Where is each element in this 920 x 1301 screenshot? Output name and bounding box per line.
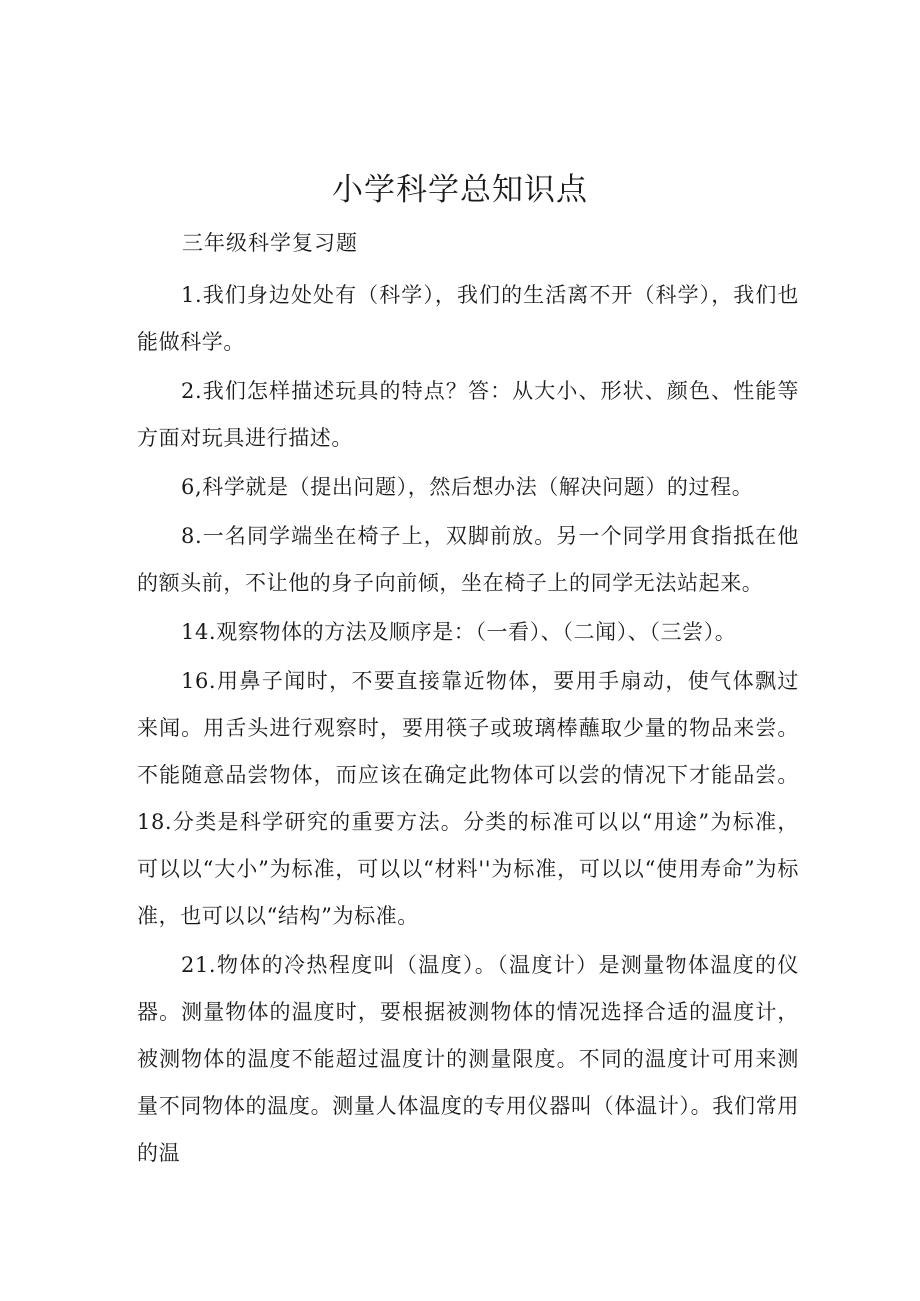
paragraph-1: 1.我们身边处处有（科学），我们的生活离不开（科学），我们也能做科学。 <box>137 283 799 354</box>
paragraph-16-18: 16.用鼻子闻时，不要直接靠近物体，要用手扇动，使气体飘过来闻。用舌头进行观察时，要用筷子或玻璃棒蘸取少量的物品来尝。不能随意品尝物体，而应该在确定此物体可以尝的情况下才能品尝。18.分类是科学研究的重要方法。分类的标准可以以“用途”为标准，可以以“大小”为标准，可以以“材料''为标准，可以以“使用寿命”为标准，也可以以“结构”为标准。 <box>137 669 799 928</box>
paragraph-21: 21.物体的冷热程度叫（温度）。（温度计）是测量物体温度的仪器。测量物体的温度时，要根据被测物体的情况选择合适的温度计，被测物体的温度不能超过温度计的测量限度。不同的温度计可用来测量不同物体的温度。测量人体温度的专用仪器叫（体温计）。我们常用的温 <box>137 953 799 1165</box>
paragraph-2: 2.我们怎样描述玩具的特点？答：从大小、形状、颜色、性能等方面对玩具进行描述。 <box>137 379 799 450</box>
document-title: 小学科学总知识点 <box>332 172 588 208</box>
paragraph-6: 6,科学就是（提出问题），然后想办法（解决问题）的过程。 <box>181 475 754 499</box>
document-body <box>137 272 799 1177</box>
document-subtitle: 三年级科学复习题 <box>182 231 358 255</box>
paragraph-14: 14.观察物体的方法及顺序是：（一看）、（二闻）、（三尝）。 <box>181 620 737 644</box>
paragraph-8: 8.一名同学端坐在椅子上，双脚前放。另一个同学用食指抵在他的额头前，不让他的身子向前倾，坐在椅子上的同学无法站起来。 <box>137 524 799 595</box>
